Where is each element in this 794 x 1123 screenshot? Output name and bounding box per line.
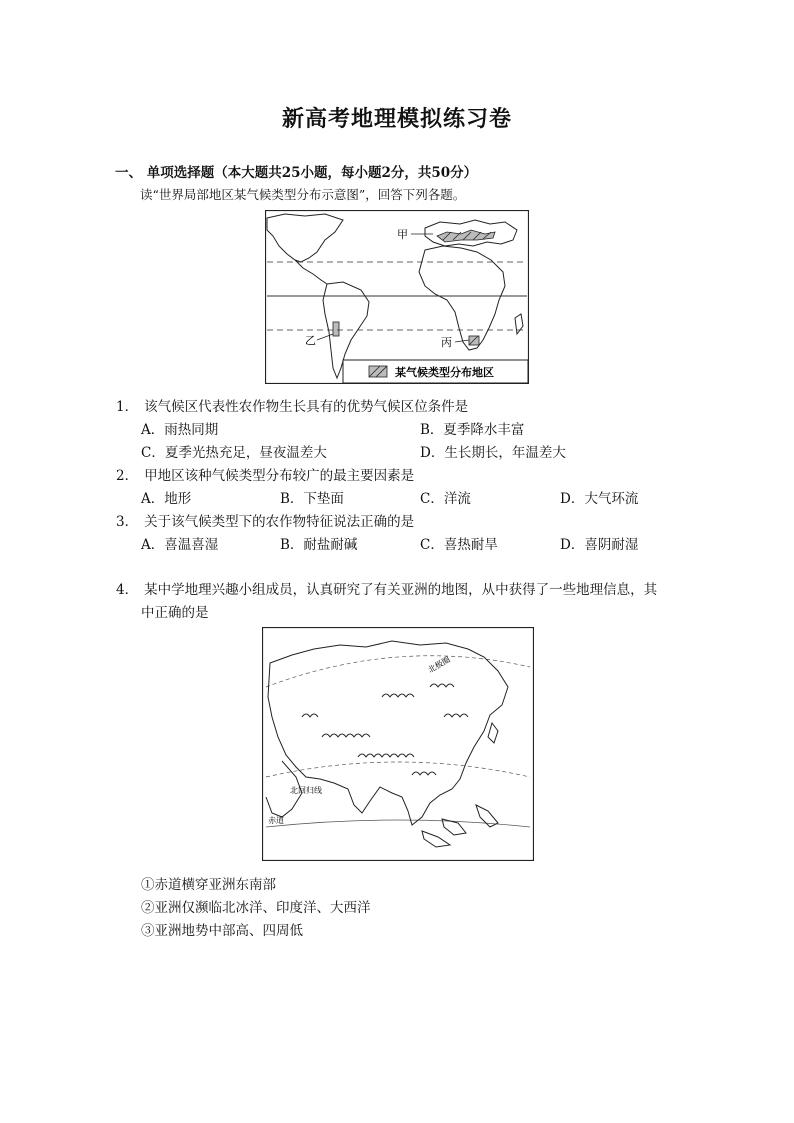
question-4-stem-continued: 中正确的是 [141,605,209,621]
question-1-option-a[interactable]: A．雨热同期 [141,422,219,438]
map-label-arctic-circle: 北极圈 [426,654,452,675]
section-intro: 读“世界局部地区某气候类型分布示意图”，回答下列各题。 [140,187,466,202]
section-heading: 一、 单项选择题（本大题共25小题，每小题2分，共50分） [115,165,478,181]
statement-1: ①赤道横穿亚洲东南部 [141,877,276,893]
question-3-option-c[interactable]: C．喜热耐旱 [420,537,498,553]
question-1-option-d[interactable]: D．生长期长，年温差大 [420,445,566,461]
map-label-bing: 丙 [441,336,452,349]
question-1-stem: 1． 该气候区代表性农作物生长具有的优势气候区位条件是 [116,399,469,415]
legend-text: 某气候类型分布地区 [395,366,494,379]
page-title: 新高考地理模拟练习卷 [281,107,512,132]
map-label-equator: 赤道 [268,816,284,825]
question-2-option-d[interactable]: D．大气环流 [560,491,639,507]
question-2-option-a[interactable]: A．地形 [141,491,192,507]
world-climate-map [265,210,529,384]
question-2-option-b[interactable]: B．下垫面 [280,491,344,507]
question-2-stem: 2． 甲地区该种气候类型分布较广的最主要因素是 [116,468,415,484]
statement-2: ②亚洲仅濒临北冰洋、印度洋、大西洋 [141,900,371,916]
question-4-stem: 4． 某中学地理兴趣小组成员，认真研究了有关亚洲的地图，从中获得了一些地理信息，其 [116,582,658,598]
statement-3: ③亚洲地势中部高、四周低 [141,923,303,939]
map-label-jia: 甲 [397,228,408,241]
question-3-option-d[interactable]: D．喜阴耐湿 [560,537,639,553]
question-3-option-a[interactable]: A．喜温喜湿 [141,537,219,553]
question-3-stem: 3． 关于该气候类型下的农作物特征说法正确的是 [116,514,415,530]
question-1-option-b[interactable]: B．夏季降水丰富 [420,422,525,438]
question-3-option-b[interactable]: B．耐盐耐碱 [280,537,358,553]
map-label-yi: 乙 [305,334,316,347]
question-1-option-c[interactable]: C．夏季光热充足，昼夜温差大 [141,445,327,461]
asia-map [262,627,534,861]
map-label-tropic-of-cancer: 北回归线 [290,786,322,795]
question-2-option-c[interactable]: C．洋流 [420,491,471,507]
